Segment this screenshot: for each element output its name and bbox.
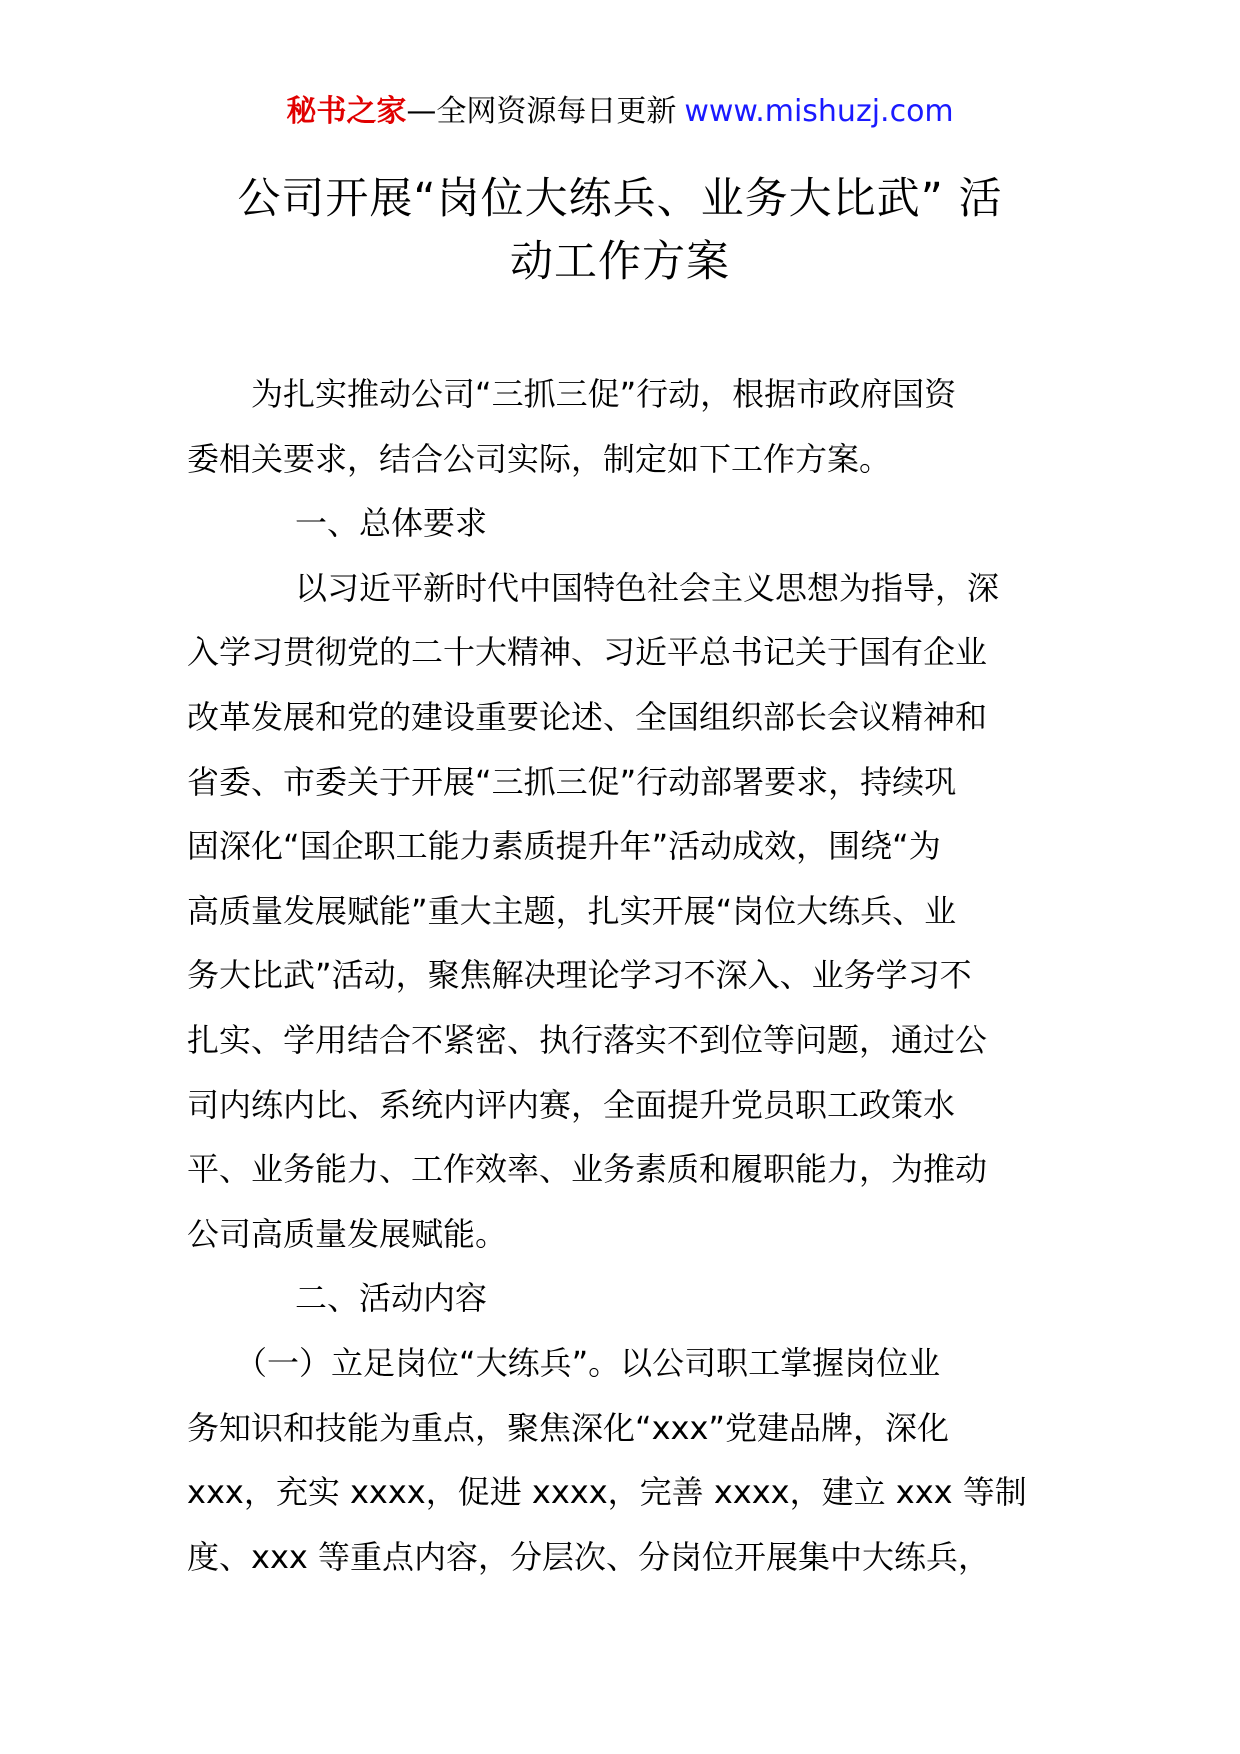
paragraph-line: 度、xxx 等重点内容，分层次、分岗位开展集中大练兵， [187, 1537, 990, 1576]
brand-name: 秘书之家 [286, 94, 407, 129]
title-line-2: 动工作方案 [510, 237, 730, 287]
paragraph-line: 司内练内比、系统内评内赛，全面提升党员职工政策水 [187, 1085, 956, 1124]
paragraph-line: 省委、市委关于开展“三抓三促”行动部署要求，持续巩 [187, 762, 957, 801]
paragraph-intro-line: 委相关要求，结合公司实际，制定如下工作方案。 [187, 439, 892, 478]
paragraph-line: 务知识和技能为重点，聚焦深化“xxx”党建品牌，深化 [187, 1408, 949, 1447]
paragraph-intro-line: 为扎实推动公司“三抓三促”行动，根据市政府国资 [251, 375, 957, 413]
title-line-1: 公司开展“岗位大练兵、业务大比武” 活 [237, 174, 1003, 224]
paragraph-line: 改革发展和党的建设重要论述、全国组织部长会议精神和 [187, 697, 988, 736]
paragraph-line: 固深化“国企职工能力素质提升年”活动成效，围绕“为 [187, 827, 941, 866]
document-title [160, 168, 1080, 294]
paragraph-line: 以习近平新时代中国特色社会主义思想为指导，深 [295, 568, 1000, 607]
section-heading-general-requirements: 一、总体要求 [295, 504, 488, 543]
paragraph-line: 高质量发展赋能”重大主题，扎实开展“岗位大练兵、业 [187, 891, 957, 930]
paragraph-line: 公司高质量发展赋能。 [187, 1214, 508, 1253]
document-body [187, 362, 1057, 1589]
paragraph-line: （一）立足岗位“大练兵”。以公司职工掌握岗位业 [235, 1343, 941, 1382]
site-url[interactable]: www.mishuzj.com [684, 94, 954, 129]
paragraph-line: 入学习贯彻党的二十大精神、习近平总书记关于国有企业 [187, 633, 988, 672]
header-tagline: —全网资源每日更新 [406, 94, 677, 129]
site-header [0, 92, 1240, 132]
paragraph-line: 务大比武”活动，聚焦解决理论学习不深入、业务学习不 [187, 956, 972, 995]
paragraph-line: 扎实、学用结合不紧密、执行落实不到位等问题，通过公 [187, 1020, 988, 1059]
section-heading-activity-content: 二、活动内容 [295, 1279, 488, 1318]
paragraph-line: xxx，充实 xxxx，促进 xxxx，完善 xxxx，建立 xxx 等制 [187, 1473, 1027, 1512]
paragraph-line: 平、业务能力、工作效率、业务素质和履职能力，为推动 [187, 1150, 988, 1189]
